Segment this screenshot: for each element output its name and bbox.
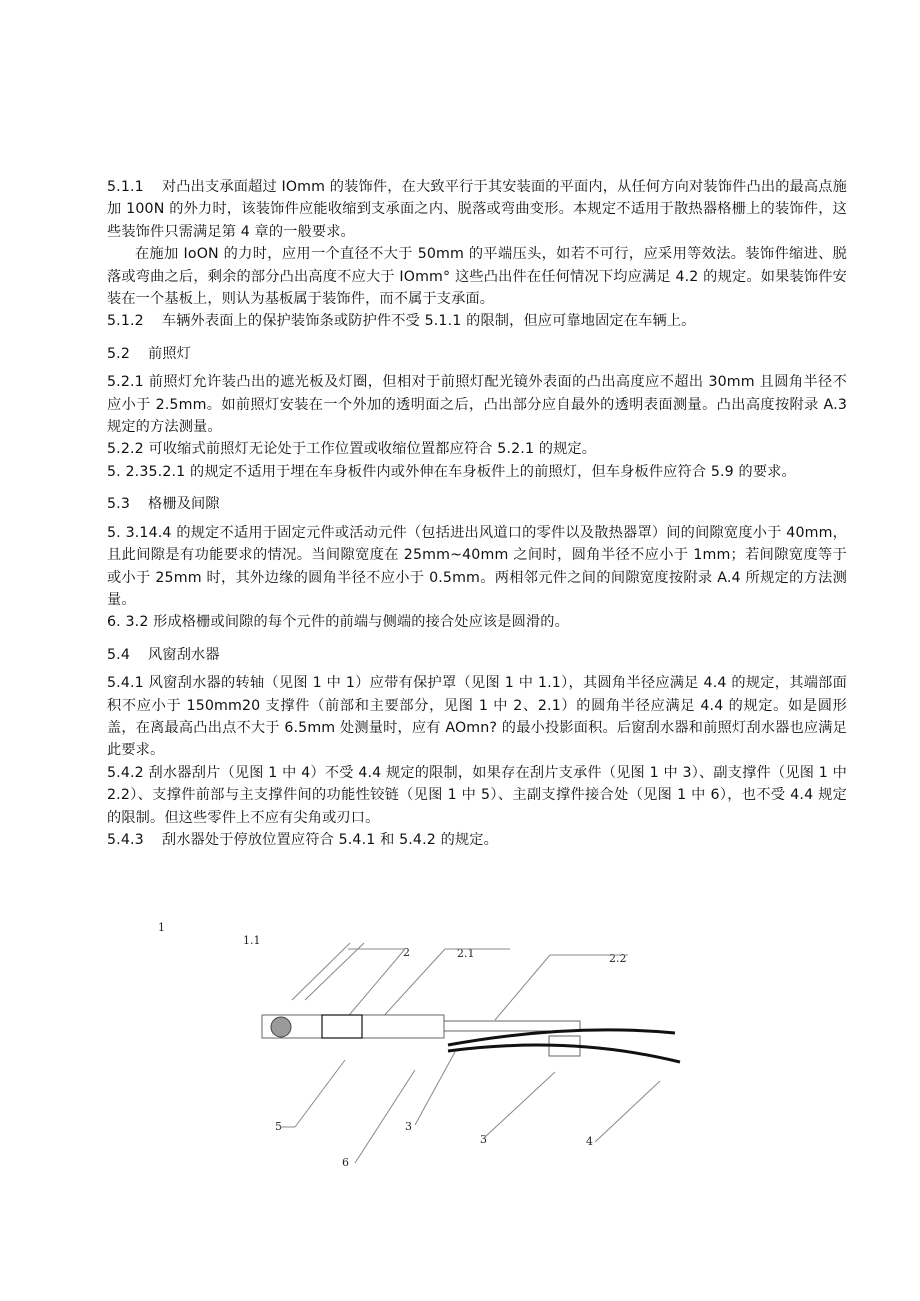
label-2-2: 2.2 [609, 952, 627, 965]
clause-5-4-3 [107, 829, 847, 851]
section-number: 5.3 [107, 496, 131, 513]
section-number: 5.2 [107, 345, 131, 362]
leader-lines [280, 943, 660, 1163]
label-4: 4 [586, 1135, 593, 1148]
wiper-blade [448, 1030, 680, 1062]
section-heading-5-3 [107, 493, 847, 515]
clause-5-1-1 [107, 176, 847, 243]
label-6: 6 [342, 1156, 349, 1169]
clause-5-2-1: 5.2.1 前照灯允许装凸出的遮光板及灯圈，但相对于前照灯配光镜外表面的凸出高度应不超出 30mm 且圆角半径不应小于 2.5mm。如前照灯安装在一个外加的透明面之后，凸出部分应自最外的透明表面测量。凸出高度按附录 A.3 规定的方法测量。 [107, 374, 847, 436]
clause-number: 5.1.1 [107, 179, 144, 195]
label-3a: 3 [405, 1120, 412, 1133]
clause-5-2-3: 5. 2.35.2.1 的规定不适用于埋在车身板件内或外伸在车身板件上的前照灯，但车身板件应符合 5.9 的要求。 [107, 463, 796, 480]
clause-number: 5.1.2 [107, 313, 144, 330]
label-3b: 3 [480, 1133, 487, 1146]
section-heading-5-2 [107, 343, 847, 365]
document-body [107, 176, 847, 851]
clause-5-4-1: 5.4.1 风窗刮水器的转轴（见图 1 中 1）应带有保护罩（见图 1 中 1.1），其圆角半径应满足 4.4 的规定，其端部面积不应小于 150mm20 支撑件（前部和主要部分，见图 1 中 2、2.1）的圆角半径应满足 4.4 的规定。如是圆形盖，在离最高凸出点不大于 6.5mm 处测量时，应有 AOmn? 的最小投影面积。后窗刮水器和前照灯刮水器也应满足此要求。 [107, 675, 847, 759]
clause-5-2-2: 5.2.2 可收缩式前照灯无论处于工作位置或收缩位置都应符合 5.2.1 的规定。 [107, 441, 597, 458]
secondary-arm-bar [444, 1021, 580, 1031]
label-1: 1 [158, 921, 165, 934]
label-2-1: 2.1 [457, 947, 475, 960]
clause-5-1-1-paragraph-2: 在施加 IoON 的力时，应用一个直径不大于 50mm 的平端压头，如若不可行，应采用等效法。装饰件缩进、脱落或弯曲之后，剩余的部分凸出高度不应大于 IOmm° 这些凸出件在任何情况下均应满足 4.2 的规定。如果装饰件安装在一个基板上，则认为基板属于装饰件，而不属于支承面。 [107, 246, 847, 308]
clause-5-1-2 [107, 310, 847, 332]
pivot-shaft [271, 1017, 291, 1037]
clause-5-3-1: 5. 3.14.4 的规定不适用于固定元件或活动元件（包括进出风道口的零件以及散热器罩）间的间隙宽度小于 40mm，且此间隙是有功能要求的情况。当间隙宽度在 25mm~40mm 之间时，圆角半径不应小于 1mm；若间隙宽度等于或小于 25mm 时，其外边缘的圆角半径不应小于 0.5mm。两相邻元件之间的间隙宽度按附录 A.4 所规定的方法测量。 [107, 524, 847, 608]
label-1-1: 1.1 [243, 934, 261, 947]
section-heading-5-4 [107, 644, 847, 666]
label-5: 5 [275, 1120, 282, 1133]
clause-text: 对凸出支承面超过 IOmm 的装饰件，在大致平行于其安装面的平面内，从任何方向对装饰件凸出的最高点施加 100N 的外力时，该装饰件应能收缩到支承面之内、脱落或弯曲变形。本规定不适用于散热器格栅上的装饰件，这些装饰件只需满足第 4 章的一般要求。 [107, 179, 847, 240]
clause-5-4-2: 5.4.2 刮水器刮片（见图 1 中 4）不受 4.4 规定的限制，如果存在刮片支承件（见图 1 中 3）、副支撑件（见图 1 中 2.2）、支撑件前部与主支撑件间的功能性铰链（见图 1 中 5）、主副支撑件接合处（见图 1 中 6），也不受 4.4 规定的限制。但这些零件上不应有尖角或刃口。 [107, 764, 847, 826]
clause-number: 5.4.3 [107, 831, 144, 848]
clause-text: 刮水器处于停放位置应符合 5.4.1 和 5.4.2 的规定。 [161, 831, 498, 848]
label-2: 2 [403, 946, 410, 959]
section-title: 格栅及间隙 [148, 496, 220, 513]
section-title: 前照灯 [148, 345, 192, 362]
section-title: 风窗刮水器 [148, 646, 220, 663]
section-number: 5.4 [107, 646, 131, 663]
wiper-arm [262, 1015, 580, 1056]
clause-5-3-2: 6. 3.2 形成格栅或间隙的每个元件的前端与侧端的接合处应该是圆滑的。 [107, 614, 569, 631]
clause-text: 车辆外表面上的保护装饰条或防护件不受 5.1.1 的限制，但应可靠地固定在车辆上。 [161, 313, 696, 330]
wiper-figure [150, 915, 710, 1185]
